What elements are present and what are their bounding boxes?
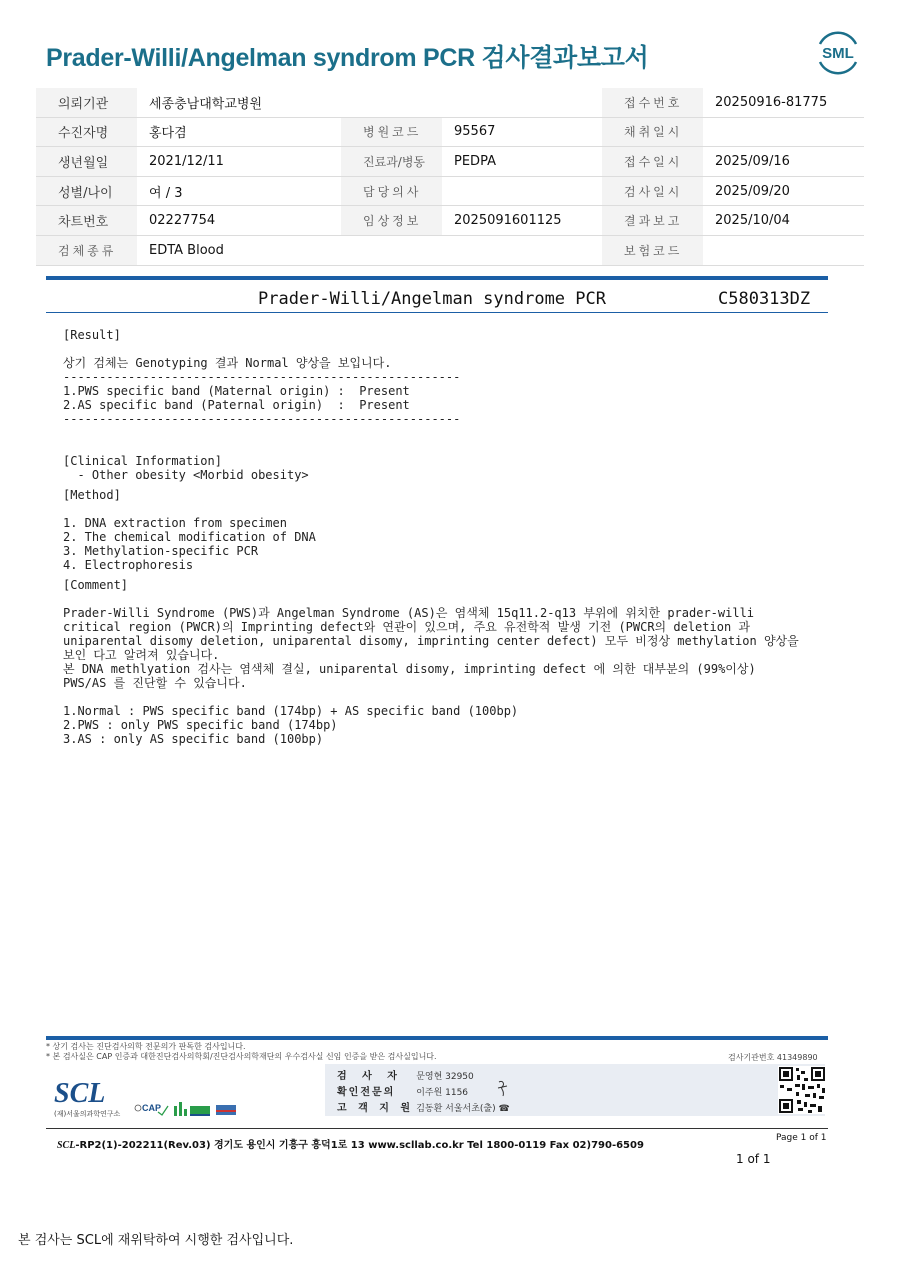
band-line: 3.AS : only AS specific band (100bp) [63,732,324,746]
band-line: 2.PWS : only PWS specific band (174bp) [63,718,338,732]
band-line: 1.Normal : PWS specific band (174bp) + AS specific band (100bp) [63,704,519,718]
separator: ------------------------------------------------------- [63,412,461,426]
comment-line: uniparental disomy deletion, uniparental disomy, imprinting center defect) 모두 비정상 methylation 양상을 [63,634,799,648]
info-value: 95567 [442,117,602,147]
info-label: 검사일시 [602,176,703,206]
info-label: 채취일시 [602,117,703,147]
info-row [36,117,864,147]
page-indicator-small: Page 1 of 1 [776,1133,827,1143]
info-value: EDTA Blood [137,235,602,265]
info-value: 여 / 3 [137,176,341,206]
scl-logo: SCL [54,1078,106,1109]
patient-info-table [36,88,864,266]
signer-role: 확인전문의 [337,1087,396,1098]
signer-name: 문영현 32950 [416,1072,474,1082]
address-text: -RP2(1)-202211(Rev.03) 경기도 용인시 기흥구 흥덕1로 13 www.scllab.co.kr Tel 1800-0119 Fax 02)790-6509 [75,1140,644,1151]
info-label: 차트번호 [36,206,137,236]
result-line: 1.PWS specific band (Maternal origin) : Present [63,384,410,398]
signer-row [337,1067,474,1082]
info-value: 2025/09/16 [703,147,864,177]
result-line: 2.AS specific band (Paternal origin) : Present [63,398,410,412]
signer-row [337,1099,510,1114]
comment-heading: [Comment] [63,578,129,592]
comment-line: PWS/AS 를 진단할 수 있습니다. [63,676,247,690]
signer-role: 고 객 지 원 [337,1103,415,1114]
comment-line: Prader-Willi Syndrome (PWS)과 Angelman Syndrome (AS)은 염색체 15q11.2-q13 부위에 위치한 prader-willi [63,606,755,620]
method-line: 3. Methylation-specific PCR [63,544,259,558]
info-value: 2025/09/20 [703,176,864,206]
info-value [703,235,864,265]
info-row [36,88,864,117]
scl-subtitle: (재)서울의과학연구소 [54,1110,121,1118]
info-label: 담당의사 [341,176,442,206]
clinical-heading: [Clinical Information] [63,454,222,468]
info-label: 수진자명 [36,117,137,147]
info-row [36,147,864,177]
report-body [63,328,843,746]
info-row [36,176,864,206]
info-label: 접수번호 [602,88,703,117]
info-value: 홍다겸 [137,117,341,147]
institution-number: 검사기관번호 41349890 [728,1053,818,1062]
comment-line: 본 DNA methlyation 검사는 염색체 결실, uniparental disomy, imprinting defect 에 의한 대부분의 (99%이상) [63,662,756,676]
info-value: PEDPA [442,147,602,177]
sml-logo [812,28,864,76]
signer-name: 이주원 1156 [416,1088,469,1098]
page-indicator: 1 of 1 [736,1152,771,1166]
section-divider [46,276,828,280]
info-value: 02227754 [137,206,341,236]
info-label: 접수일시 [602,147,703,177]
method-line: 2. The chemical modification of DNA [63,530,316,544]
svg-text:SML: SML [822,45,854,62]
signer-name: 김동환 서울서초(출) ☎ [416,1104,510,1114]
signer-role: 검 사 자 [337,1071,403,1082]
method-heading: [Method] [63,488,121,502]
info-label: 의뢰기관 [36,88,137,117]
result-heading: [Result] [63,328,121,342]
svg-text:CAP: CAP [142,1103,162,1113]
test-code: C580313DZ [718,289,811,309]
result-summary: 상기 검체는 Genotyping 결과 Normal 양상을 보입니다. [63,356,392,370]
cert-badges-icon [132,1100,242,1120]
report-title: Prader-Willi/Angelman syndrom PCR 검사결과보고서 [46,44,649,72]
info-value: 세종충남대학교병원 [137,88,602,117]
info-value: 2025091601125 [442,206,602,236]
certification-logos [132,1100,242,1124]
qr-code-icon [778,1066,826,1114]
info-label: 진료과/병동 [341,147,442,177]
footer-divider [46,1036,828,1040]
info-value [442,176,602,206]
clinical-line: - Other obesity <Morbid obesity> [63,468,309,482]
footer-note: * 상기 검사는 진단검사의학 전문의가 판독한 검사입니다. [46,1042,246,1051]
address-prefix: SCL [57,1140,76,1151]
address-line [57,1136,644,1151]
footer-rule [46,1128,828,1129]
info-value: 20250916-81775 [703,88,864,117]
info-label: 임상정보 [341,206,442,236]
test-name: Prader-Willi/Angelman syndrome PCR [258,289,606,309]
info-row [36,235,864,265]
info-label: 결과보고 [602,206,703,236]
info-label: 보험코드 [602,235,703,265]
comment-line: critical region (PWCR)의 Imprinting defect와 연관이 있으며, 주요 유전학적 발생 기전 (PWCR의 deletion 과 [63,620,750,634]
signature-mark [496,1078,510,1098]
info-label: 검체종류 [36,235,137,265]
info-row [36,206,864,236]
info-label: 병원코드 [341,117,442,147]
method-line: 4. Electrophoresis [63,558,194,572]
comment-line: 보인 다고 알려져 있습니다. [63,648,220,662]
referral-note: 본 검사는 SCL에 재위탁하여 시행한 검사입니다. [18,1233,294,1248]
separator: ------------------------------------------------------- [63,370,461,384]
footer-note: * 본 검사실은 CAP 인증과 대한진단검사의학회/진단검사의학재단의 우수검사실 신임 인증을 받은 검사실입니다. [46,1052,437,1061]
info-value [703,117,864,147]
info-label: 생년월일 [36,147,137,177]
signer-row [337,1083,468,1098]
info-value: 2021/12/11 [137,147,341,177]
info-value: 2025/10/04 [703,206,864,236]
info-label: 성별/나이 [36,176,137,206]
method-line: 1. DNA extraction from specimen [63,516,287,530]
